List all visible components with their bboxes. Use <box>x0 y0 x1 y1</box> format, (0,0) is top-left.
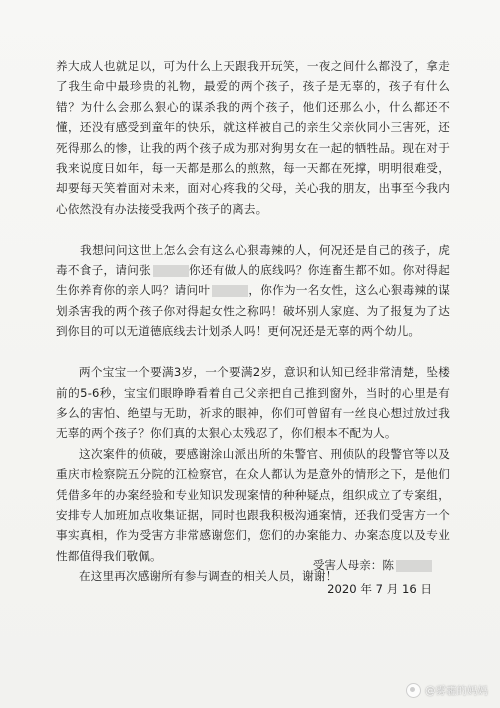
signature-label: 受害人母亲：陈 <box>312 558 394 572</box>
redaction-mark <box>396 560 432 572</box>
paragraph-1: 养大成人也就足以，可为什么上天跟我开玩笑，一夜之间什么都没了，拿走了我生命中最珍贵的礼物，最爱的两个孩子，孩子是无辜的，孩子有什么错？为什么会那么狠心的谋杀我的两个孩子，他们还那么小，什么都还不懂，还没有感受到童年的快乐，就这样被自己的亲生父亲伙同小三害死，还死得那么的惨，让我的两个孩子成为那对狗男女在一起的牺牲品。现在对于我来说度日如年，每一天都是那么的煎熬，每一天都在死撑，明明很难受，却要每天笑着面对未来，面对心疼我的父母，关心我的朋友，出事至今我内心依然没有办法接受我两个孩子的离去。 <box>56 59 450 216</box>
letter-body <box>56 56 450 587</box>
signature-date: 2020 年 7 月 16 日 <box>327 582 432 596</box>
redaction-mark <box>212 285 248 297</box>
watermark <box>406 683 488 698</box>
paragraph-2-part-1: 我想问问这世上怎么会有这么心狠毒辣的人，何况还是自己的孩子，虎毒不食子，请问张 <box>56 242 450 278</box>
paragraph-3: 两个宝宝一个要满3岁，一个要满2岁，意识和认知已经非常清楚，坠楼前的5-6秒，宝宝们眼睁睁看着自己父亲把自己推到窗外，当时的心里是有多么的害怕、绝望与无助，祈求的眼神，你们可曾留有一丝良心想过放过我无辜的两个孩子？你们真的太狠心太残忍了，你们根本不配为人。 <box>56 365 450 441</box>
weibo-icon <box>406 683 421 698</box>
signature-block <box>313 553 432 601</box>
signature-line <box>313 553 432 577</box>
paragraph-2 <box>56 219 450 362</box>
paragraph-5: 在这里再次感谢所有参与调查的相关人员，谢谢！ <box>79 569 338 584</box>
paragraph-2-part-3: ，你作为一名女性，这么心狠毒辣的谋划杀害我的两个孩子你对得起女性之称吗！破坏别人家庭、为了报复为了达到你目的可以无道德底线去计划杀人吗！更何况还是无辜的两个幼儿。 <box>56 283 450 339</box>
redaction-mark <box>153 265 189 277</box>
paragraph-2-part-2: 你还有做人的底线吗？你连畜生都不如。你对得起生你养育你的亲人吗？请问叶 <box>56 263 450 298</box>
paragraph-4: 这次案件的侦破，要感谢涂山派出所的朱警官、刑侦队的段警官等以及重庆市检察院五分院的江检察官，在众人都认为是意外的情形之下，是他们凭借多年的办案经验和专业知识发现案情的种种疑点，组织成立了专案组，安排专人加班加点收集证据，同时也跟我积极沟通案情，还我们受害方一个事实真相，作为受害方非常感谢您们，您们的办案能力、办案态度以及专业性都值得我们敬佩。 <box>56 446 450 563</box>
watermark-text: @雾霾的妈妈 <box>425 685 488 697</box>
